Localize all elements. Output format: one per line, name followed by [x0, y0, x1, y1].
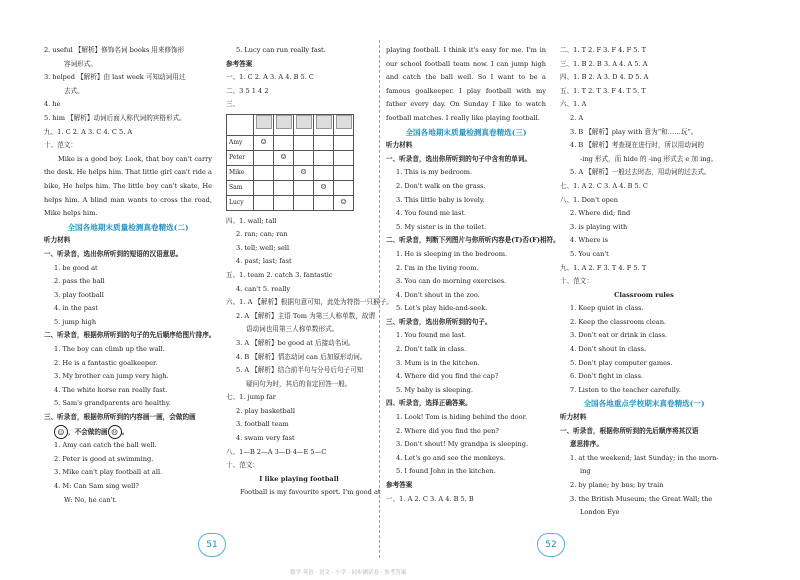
rule-item: 4. Don't shout in class.	[570, 345, 647, 354]
answer-line: 4. swam very fast	[236, 434, 295, 443]
section-title: 全国各地期末质量检测真卷精选(二)	[67, 222, 189, 232]
answer-line: 容词形式。	[64, 59, 97, 68]
list-item: W: No, he can't.	[64, 495, 118, 504]
answer-line: 八、1—B 2—A 3—D 4—E 5—C	[226, 447, 327, 456]
answer-line: 语动词也用第三人称单数形式。	[246, 325, 339, 334]
answer-line: 三、1. B 2. B 3. A 4. A 5. A	[560, 59, 648, 68]
list-item: 3. Mum is in the kitchen.	[396, 358, 480, 367]
grid-name: Peter	[227, 150, 254, 165]
list-item: 5. jump high	[54, 317, 97, 326]
answer-line: 五、1. T 2. T 3. F 4. T 5. T	[560, 86, 646, 95]
answer-line: 二、3 5 1 4 2	[226, 86, 269, 95]
section-subtitle: 听力材料	[44, 236, 71, 245]
question-heading: 三、听录音，根据你所听到的内容画一画，会做的画	[44, 413, 196, 422]
list-item: 1. He is sleeping in the bedroom.	[396, 249, 508, 258]
answer-line: 一、1. A 2. C 3. A 4. B 5. B	[386, 494, 474, 503]
list-item: 2. by plane; by bus; by train	[570, 481, 664, 489]
list-item: 3. the British Museum; the Great Wall; the	[570, 494, 713, 503]
answer-line: 2. useful 【解析】修饰名词 books 用来修饰形	[44, 46, 185, 54]
essay-paragraph: playing football. I think it's easy for me. I'm in our school football team now. I can jump high and catch the ball well. So I want to be a famous goalkeeper. I play football with my father every day. On Sunday I like to watch football matches. I really like playing football.	[386, 46, 546, 122]
grid-row: Mike ☹	[227, 165, 354, 180]
grid-name: Amy	[227, 135, 254, 150]
list-item: 1. Look! Tom is hiding behind the door.	[396, 413, 528, 422]
essay-title: I like playing football	[259, 474, 339, 483]
answer-line: 5. A 【解析】结合前半句与分号后句子可知	[236, 366, 364, 375]
question-heading: 四、听录音，选择正确答案。	[386, 399, 472, 408]
question-heading: 一、听录音，选出你所听到的短语的汉语意思。	[44, 249, 183, 258]
question-heading: 二、听录音，判断下列图片与你所听内容是(T)否(F)相符。	[386, 236, 560, 245]
list-item: 2. Don't walk on the grass.	[396, 181, 486, 190]
list-item: London Eye	[580, 508, 620, 517]
list-item: ing	[580, 467, 591, 476]
question-heading: 二、听录音，根据你所听到的句子的先后顺序给图片排序。	[44, 331, 216, 340]
list-item: 1. be good at	[54, 263, 98, 272]
list-item: 4. in the past	[54, 304, 98, 313]
question-heading: 三、听录音，选出你所听到的句子。	[386, 317, 492, 326]
answer-line: 七、1. A 2. C 3. A 4. B 5. C	[560, 181, 648, 190]
answer-line: 5. You can't	[570, 249, 609, 258]
answer-line: -ing 形式，而 hide 的 -ing 形式去 e 加 ing。	[580, 154, 718, 163]
answer-line: 4. past; last; fast	[236, 257, 292, 266]
answer-line: 四、1. B 2. A 3. D 4. D 5. A	[560, 73, 649, 82]
list-item: 1. This is my bedroom.	[396, 168, 473, 177]
list-item: 2. pass the ball	[54, 277, 105, 286]
smile-face-icon: ☺	[54, 425, 68, 439]
answer-line: 七、1. jump far	[226, 393, 276, 402]
sing-picture	[316, 115, 332, 129]
answers-heading: 参考答案	[386, 481, 413, 489]
page-number-left: 51	[198, 533, 226, 557]
column-2	[226, 44, 393, 500]
list-item: 4. Where did you find the cap?	[396, 372, 499, 381]
list-item: 5. Lucy can run really fast.	[236, 46, 326, 54]
essay-title: Classroom rules	[614, 290, 674, 299]
answer-line: 3. B 【解析】play with 意为“和……玩”。	[570, 127, 698, 136]
list-item: 5. My baby is sleeping.	[396, 385, 473, 394]
list-item: 5. Sam's grandparents are healthy.	[54, 399, 171, 408]
answer-line: 2. ran; can; ran	[236, 230, 288, 239]
run-picture	[336, 115, 352, 129]
section-title: 全国各地重点学校期末真卷精选(一)	[583, 399, 705, 409]
answer-line: 3. A 【解析】be good at 后接动名词。	[236, 338, 355, 347]
sad-face-icon: ☹	[108, 425, 122, 439]
answer-line: 十、范文：	[226, 461, 259, 470]
grid-header-row	[227, 114, 354, 135]
answer-line: 二、1. T 2. F 3. F 4. F 5. T	[560, 46, 647, 54]
answer-grid	[226, 114, 354, 211]
section-subtitle: 听力材料	[386, 141, 413, 150]
list-item: 5. My sister is in the toilet.	[396, 222, 487, 231]
answer-line: 3. is playing with	[570, 222, 628, 231]
column-1	[44, 44, 216, 507]
answer-line: 九、1. A 2. F 3. T 4. F 5. T	[560, 263, 647, 272]
question-heading-cont: ☺ ，不会做的画 ☹ 。	[44, 425, 212, 440]
list-item: 1. Amy can catch the ball well.	[54, 441, 157, 450]
question-heading: 一、听录音，选出你所听到的句子中含有的单词。	[386, 154, 532, 163]
page-footer: 数学 英语 · 语文 · 小学 · 同步测试卷 · 参考答案	[290, 570, 407, 576]
answer-line: 5. him 【解析】动词后面人称代词的宾格形式。	[44, 113, 186, 122]
list-item: 3. Don't shout! My grandpa is sleeping.	[396, 440, 529, 449]
answer-line: 3. football team	[236, 420, 289, 429]
grid-row: Amy ☺	[227, 135, 354, 150]
list-item: 4. You found me last.	[396, 209, 467, 218]
list-item: 4. Let's go and see the monkeys.	[396, 453, 506, 462]
grid-name: Lucy	[227, 195, 254, 210]
answer-line: 2. A	[570, 113, 584, 122]
answer-line: 2. A 【解析】主语 Tom 为第三人称单数，故谓	[236, 311, 376, 320]
answer-line: 十、范文：	[44, 141, 77, 150]
rule-item: 5. Don't play computer games.	[570, 358, 673, 367]
list-item: 3. My brother can jump very high.	[54, 372, 169, 381]
list-item: 1. The boy can climb up the wall.	[54, 345, 165, 354]
essay-paragraph: Football is my favourite sport. I'm good at	[240, 488, 381, 497]
answer-line: 2. play basketball	[236, 406, 295, 415]
list-item: 2. I'm in the living room.	[396, 263, 479, 272]
list-item: 3. This little baby is lovely.	[396, 195, 485, 204]
list-item: 5. I found John in the kitchen.	[396, 467, 496, 476]
list-item: 1. You found me last.	[396, 331, 467, 340]
answer-line: 4. B 【解析】考查现在进行时，所以用动词的	[570, 141, 705, 150]
grid-name: Sam	[227, 180, 254, 195]
section-title: 全国各地期末质量检测真卷精选(三)	[405, 127, 527, 137]
essay-paragraph: Mike is a good boy. Look, that boy can't carry the desk. He helps him. That little girl can't ride a bike, He helps him. The little boy can't skate, He helps him. A blind man wants to cross the road, Mike helps him.	[44, 154, 212, 218]
answer-line: 六、1. A 【解析】根据句意可知，此处为特指一只猴子。	[226, 298, 393, 307]
catch-ball-picture	[256, 115, 272, 129]
answer-line: 三、	[226, 100, 240, 109]
answer-line: 八、1. Don't open	[560, 195, 618, 204]
rule-item: 1. Keep quiet in class.	[570, 304, 644, 313]
answer-line: 去式。	[64, 86, 84, 95]
rule-item: 2. Keep the classroom clean.	[570, 317, 667, 326]
list-item: 2. He is a fantastic goalkeeper.	[54, 358, 158, 367]
list-item: 4. Don't shout in the zoo.	[396, 290, 480, 299]
page-number-right: 52	[537, 533, 565, 557]
answer-line: 一、1. C 2. A 3. A 4. B 5. C	[226, 73, 314, 82]
answer-line: 4. can't 5. really	[236, 284, 291, 293]
list-item: 1. at the weekend; last Sunday; in the morn-	[570, 453, 719, 462]
answer-line: 4. B 【解析】情态动词 can 后加原形动词。	[236, 352, 367, 361]
answer-line: 四、1. wall; tall	[226, 216, 277, 225]
grid-name: Mike	[227, 165, 254, 180]
answer-line: 3. helped 【解析】由 last week 可知动词用过	[44, 73, 186, 82]
football-picture	[296, 115, 312, 129]
list-item: 4. The white horse ran really fast.	[54, 385, 168, 394]
list-item: 2. Don't talk in class.	[396, 345, 467, 354]
list-item: 2. Where did you find the pen?	[396, 426, 499, 435]
answer-line: 疑问句为时，其后的肯定回答一般。	[246, 379, 352, 388]
question-heading: 一、听录音，根据你所听到的先后顺序将其汉语	[560, 426, 699, 435]
list-item: 3. Mike can't play football at all.	[54, 468, 163, 477]
question-heading-cont: 意思排序。	[570, 440, 603, 449]
answers-heading: 参考答案	[226, 59, 253, 68]
answer-line: 六、1. A	[560, 100, 587, 109]
list-item: 4. M: Can Sam sing well?	[54, 482, 139, 490]
list-item: 3. You can do morning exercises.	[396, 277, 507, 286]
answer-line: 5. A 【解析】一般过去时态，用动词的过去式。	[570, 168, 711, 177]
list-item: 2. Peter is good at swimming.	[54, 454, 154, 463]
column-4	[560, 44, 728, 520]
grid-row: Lucy ☺	[227, 195, 354, 210]
answer-line: 九、1. C 2. A 3. C 4. C 5. A	[44, 127, 133, 136]
grid-row: Sam ☹	[227, 180, 354, 195]
grid-row: Peter ☺	[227, 150, 354, 165]
list-item: 5. Let's play hide-and-seek.	[396, 304, 488, 313]
column-3	[386, 44, 560, 506]
rule-item: 3. Don't eat or drink in class.	[570, 331, 668, 340]
answer-line: 五、1. team 2. catch 3. fantastic	[226, 270, 333, 279]
answer-line: 4. he	[44, 100, 61, 109]
swim-picture	[276, 115, 292, 129]
answer-line: 4. Where is	[570, 236, 608, 245]
list-item: 3. play football	[54, 290, 104, 299]
answer-line: 3. tell; well; sell	[236, 243, 290, 252]
rule-item: 7. Listen to the teacher carefully.	[570, 385, 681, 394]
answer-line: 2. Where did; find	[570, 209, 631, 218]
rule-item: 6. Don't fight in class.	[570, 372, 644, 381]
answer-line: 十、范文：	[560, 277, 593, 286]
section-subtitle: 听力材料	[560, 413, 587, 422]
